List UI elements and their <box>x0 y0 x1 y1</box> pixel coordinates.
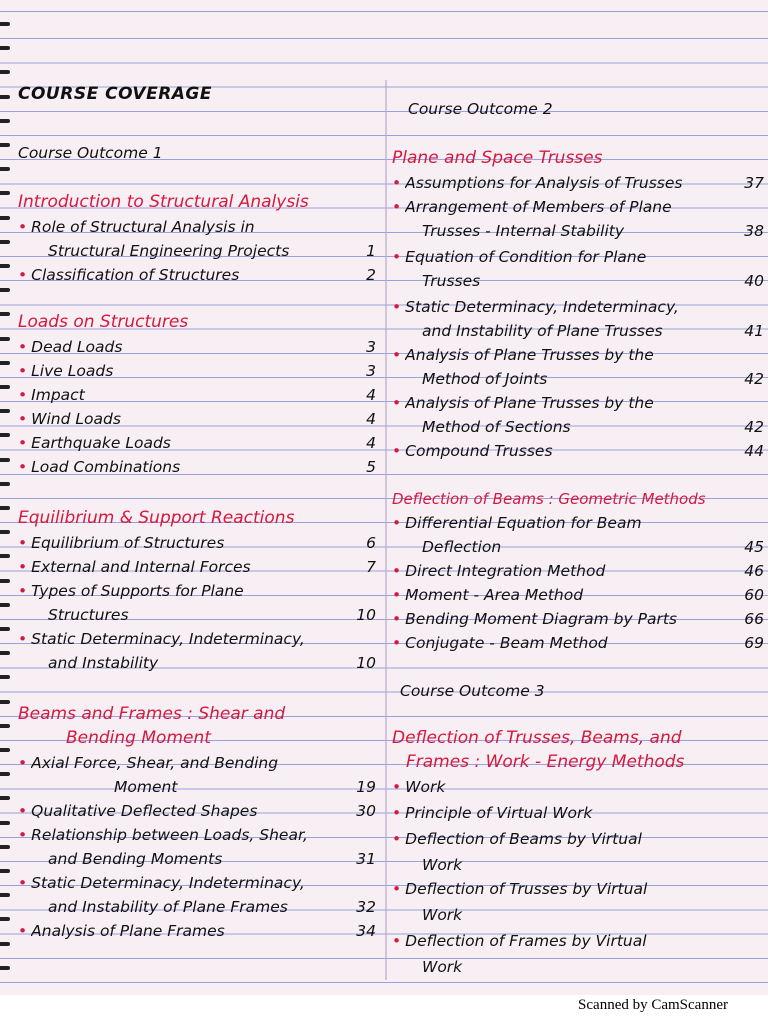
page-number: 7 <box>366 558 376 576</box>
toc-entry <box>392 192 764 216</box>
section-heading <box>18 504 376 528</box>
spiral-ring <box>0 966 10 970</box>
entry-text: Work <box>422 856 463 874</box>
bullet-icon: • <box>18 754 28 772</box>
bullet-icon: • <box>18 826 28 844</box>
spiral-ring <box>0 651 10 655</box>
toc-entry <box>392 824 764 848</box>
column-divider <box>385 80 387 980</box>
toc-entry-cont <box>392 266 764 290</box>
page-number: 3 <box>366 362 376 380</box>
page-number: 46 <box>744 562 764 580</box>
bullet-icon: • <box>18 802 28 820</box>
spiral-ring <box>0 70 10 74</box>
toc-entry <box>18 212 376 236</box>
page-number: 37 <box>744 174 764 192</box>
spiral-ring <box>0 724 10 728</box>
entry-text: Principle of Virtual Work <box>405 804 593 822</box>
page-number: 69 <box>744 634 764 652</box>
course-outcome-3 <box>392 676 764 700</box>
spiral-ring <box>0 869 10 873</box>
spiral-ring <box>0 772 10 776</box>
entry-text: Moment <box>114 778 178 796</box>
page-number: 4 <box>366 434 376 452</box>
spiral-ring <box>0 748 10 752</box>
section-heading <box>392 484 764 508</box>
section-heading <box>18 308 376 332</box>
toc-entry <box>18 748 376 772</box>
page-number: 10 <box>356 654 376 672</box>
toc-entry <box>392 242 764 266</box>
entry-text: Conjugate - Beam Method <box>405 634 608 652</box>
section-heading-text: Deflection of Beams : Geometric Methods <box>392 490 706 508</box>
entry-text: Moment - Area Method <box>405 586 584 604</box>
section-heading-text: Frames : Work - Energy Methods <box>406 752 685 772</box>
spiral-ring <box>0 216 10 220</box>
entry-text: Role of Structural Analysis in <box>31 218 255 236</box>
bullet-icon: • <box>18 338 28 356</box>
page-number: 2 <box>366 266 376 284</box>
entry-text: Equation of Condition for Plane <box>405 248 647 266</box>
section-heading-cont <box>392 748 764 772</box>
page-number: 32 <box>356 898 376 916</box>
spiral-ring <box>0 579 10 583</box>
entry-text: and Bending Moments <box>48 850 223 868</box>
bullet-icon: • <box>392 346 402 364</box>
bullet-icon: • <box>392 880 402 898</box>
spiral-ring <box>0 22 10 26</box>
spiral-ring <box>0 821 10 825</box>
bullet-icon: • <box>18 922 28 940</box>
toc-entry <box>392 604 764 628</box>
entry-text: Structural Engineering Projects <box>48 242 290 260</box>
entry-text: Classification of Structures <box>31 266 240 284</box>
spiral-ring <box>0 506 10 510</box>
section-heading-cont <box>18 724 376 748</box>
toc-entry <box>18 452 376 476</box>
entry-text: Deflection of Trusses by Virtual <box>405 880 648 898</box>
spiral-ring <box>0 893 10 897</box>
toc-entry <box>392 168 764 192</box>
toc-entry-cont <box>18 600 376 624</box>
spiral-ring <box>0 845 10 849</box>
entry-text: Direct Integration Method <box>405 562 606 580</box>
bullet-icon: • <box>18 458 28 476</box>
entry-text: External and Internal Forces <box>31 558 251 576</box>
entry-text: Method of Sections <box>422 418 571 436</box>
entry-text: Work <box>422 906 463 924</box>
outcome-text: Course Outcome 1 <box>18 144 163 162</box>
toc-entry <box>392 508 764 532</box>
bullet-icon: • <box>392 932 402 950</box>
section-heading <box>18 188 376 212</box>
bullet-icon: • <box>392 586 402 604</box>
entry-text: Analysis of Plane Trusses by the <box>405 346 654 364</box>
toc-entry <box>18 356 376 380</box>
scan-label: Scanned by CamScanner <box>578 997 728 1013</box>
bullet-icon: • <box>18 582 28 600</box>
toc-entry <box>18 260 376 284</box>
spiral-ring <box>0 361 10 365</box>
bullet-icon: • <box>392 514 402 532</box>
entry-text: Axial Force, Shear, and Bending <box>31 754 279 772</box>
toc-entry <box>392 926 764 950</box>
spiral-ring <box>0 385 10 389</box>
spiral-ring <box>0 942 10 946</box>
page-number: 10 <box>356 606 376 624</box>
bullet-icon: • <box>392 634 402 652</box>
entry-text: and Instability of Plane Frames <box>48 898 288 916</box>
spiral-ring <box>0 312 10 316</box>
toc-entry <box>392 292 764 316</box>
entry-text: Analysis of Plane Trusses by the <box>405 394 654 412</box>
entry-text: Qualitative Deflected Shapes <box>31 802 258 820</box>
toc-entry <box>392 798 764 822</box>
entry-text: Arrangement of Members of Plane <box>405 198 672 216</box>
spiral-ring <box>0 700 10 704</box>
section-heading-text: Equilibrium & Support Reactions <box>18 508 295 528</box>
section-heading-text: Introduction to Structural Analysis <box>18 192 309 212</box>
spiral-ring <box>0 482 10 486</box>
page-number: 66 <box>744 610 764 628</box>
bullet-icon: • <box>18 410 28 428</box>
toc-entry-cont <box>392 532 764 556</box>
toc-entry <box>18 380 376 404</box>
section-heading-text: Deflection of Trusses, Beams, and <box>392 728 682 748</box>
spiral-ring <box>0 288 10 292</box>
page-number: 60 <box>744 586 764 604</box>
page-number: 19 <box>356 778 376 796</box>
entry-text: Static Determinacy, Indeterminacy, <box>31 630 305 648</box>
section-heading-text: Beams and Frames : Shear and <box>18 704 286 724</box>
toc-entry <box>18 552 376 576</box>
spiral-ring <box>0 264 10 268</box>
spiral-ring <box>0 191 10 195</box>
spiral-ring <box>0 554 10 558</box>
toc-entry-cont <box>18 648 376 672</box>
spiral-ring <box>0 409 10 413</box>
page-number: 4 <box>366 386 376 404</box>
toc-entry-cont <box>18 844 376 868</box>
spiral-ring <box>0 433 10 437</box>
spiral-ring <box>0 458 10 462</box>
bullet-icon: • <box>392 778 402 796</box>
page-number: 5 <box>366 458 376 476</box>
entry-text: Earthquake Loads <box>31 434 171 452</box>
toc-entry <box>392 874 764 898</box>
entry-text: Trusses <box>422 272 481 290</box>
entry-text: Static Determinacy, Indeterminacy, <box>31 874 305 892</box>
entry-text: Dead Loads <box>31 338 123 356</box>
page-number: 1 <box>366 242 376 260</box>
bullet-icon: • <box>392 298 402 316</box>
entry-text: Equilibrium of Structures <box>31 534 225 552</box>
page-number: 42 <box>744 370 764 388</box>
page-number: 40 <box>744 272 764 290</box>
outcome-text: Course Outcome 2 <box>408 100 553 118</box>
toc-entry <box>18 624 376 648</box>
entry-text: and Instability of Plane Trusses <box>422 322 663 340</box>
spiral-ring <box>0 675 10 679</box>
page-number: 41 <box>744 322 764 340</box>
spiral-ring <box>0 46 10 50</box>
toc-entry-cont <box>392 952 764 976</box>
bullet-icon: • <box>18 362 28 380</box>
course-outcome-1 <box>18 138 376 162</box>
spiral-ring <box>0 627 10 631</box>
entry-text: Impact <box>31 386 85 404</box>
page-number: 3 <box>366 338 376 356</box>
entry-text: Load Combinations <box>31 458 181 476</box>
page-number: 4 <box>366 410 376 428</box>
bullet-icon: • <box>18 534 28 552</box>
bullet-icon: • <box>18 558 28 576</box>
toc-entry <box>18 820 376 844</box>
bullet-icon: • <box>18 434 28 452</box>
toc-entry-cont <box>392 216 764 240</box>
bullet-icon: • <box>392 394 402 412</box>
entry-text: Wind Loads <box>31 410 121 428</box>
toc-entry-cont <box>18 892 376 916</box>
spiral-ring <box>0 167 10 171</box>
spiral-ring <box>0 119 10 123</box>
entry-text: Bending Moment Diagram by Parts <box>405 610 677 628</box>
bullet-icon: • <box>392 198 402 216</box>
toc-entry-cont <box>392 412 764 436</box>
bullet-icon: • <box>18 266 28 284</box>
bullet-icon: • <box>392 610 402 628</box>
toc-entry <box>392 436 764 460</box>
toc-entry-cont <box>392 316 764 340</box>
page-number: 34 <box>356 922 376 940</box>
bullet-icon: • <box>392 804 402 822</box>
toc-entry <box>18 868 376 892</box>
entry-text: Work <box>405 778 446 796</box>
page-number: 42 <box>744 418 764 436</box>
page-number: 6 <box>366 534 376 552</box>
toc-entry <box>392 340 764 364</box>
toc-entry <box>18 404 376 428</box>
page-number: 44 <box>744 442 764 460</box>
outcome-text: Course Outcome 3 <box>400 682 545 700</box>
spiral-ring <box>0 95 10 99</box>
bullet-icon: • <box>18 386 28 404</box>
section-heading <box>18 700 376 724</box>
toc-entry <box>392 628 764 652</box>
title-text: COURSE COVERAGE <box>18 84 213 104</box>
course-coverage-title <box>18 80 376 104</box>
spiral-ring <box>0 917 10 921</box>
toc-entry-cont <box>392 850 764 874</box>
toc-entry <box>392 388 764 412</box>
scan-footer <box>0 995 768 1024</box>
page-number: 30 <box>356 802 376 820</box>
spiral-ring <box>0 337 10 341</box>
spiral-ring <box>0 143 10 147</box>
spiral-ring <box>0 240 10 244</box>
entry-text: Deflection of Beams by Virtual <box>405 830 642 848</box>
bullet-icon: • <box>392 174 402 192</box>
entry-text: Types of Supports for Plane <box>31 582 244 600</box>
page-number: 31 <box>356 850 376 868</box>
toc-entry <box>18 796 376 820</box>
entry-text: Assumptions for Analysis of Trusses <box>405 174 683 192</box>
toc-entry <box>392 772 764 796</box>
entry-text: Deflection of Frames by Virtual <box>405 932 647 950</box>
bullet-icon: • <box>392 562 402 580</box>
toc-entry-cont <box>392 900 764 924</box>
bullet-icon: • <box>18 218 28 236</box>
entry-text: Static Determinacy, Indeterminacy, <box>405 298 679 316</box>
toc-entry-cont <box>18 772 376 796</box>
toc-entry <box>18 528 376 552</box>
entry-text: Differential Equation for Beam <box>405 514 642 532</box>
bullet-icon: • <box>392 248 402 266</box>
bullet-icon: • <box>18 630 28 648</box>
toc-entry-cont <box>18 236 376 260</box>
bullet-icon: • <box>18 874 28 892</box>
section-heading <box>392 724 764 748</box>
toc-entry <box>392 556 764 580</box>
spiral-ring <box>0 530 10 534</box>
entry-text: and Instability <box>48 654 159 672</box>
course-outcome-2 <box>392 94 764 118</box>
entry-text: Structures <box>48 606 129 624</box>
toc-entry <box>18 576 376 600</box>
entry-text: Trusses - Internal Stability <box>422 222 625 240</box>
entry-text: Live Loads <box>31 362 114 380</box>
spiral-ring <box>0 796 10 800</box>
entry-text: Method of Joints <box>422 370 548 388</box>
toc-entry <box>18 428 376 452</box>
entry-text: Work <box>422 958 463 976</box>
toc-entry-cont <box>392 364 764 388</box>
entry-text: Relationship between Loads, Shear, <box>31 826 308 844</box>
toc-entry <box>18 916 376 940</box>
spiral-binding <box>0 0 14 995</box>
section-heading <box>392 144 764 168</box>
section-heading-text: Plane and Space Trusses <box>392 148 603 168</box>
toc-entry <box>18 332 376 356</box>
page-number: 45 <box>744 538 764 556</box>
entry-text: Compound Trusses <box>405 442 553 460</box>
section-heading-text: Loads on Structures <box>18 312 189 332</box>
toc-entry <box>392 580 764 604</box>
bullet-icon: • <box>392 830 402 848</box>
spiral-ring <box>0 603 10 607</box>
page-number: 38 <box>744 222 764 240</box>
section-heading-text: Bending Moment <box>66 728 211 748</box>
bullet-icon: • <box>392 442 402 460</box>
entry-text: Deflection <box>422 538 502 556</box>
entry-text: Analysis of Plane Frames <box>31 922 225 940</box>
